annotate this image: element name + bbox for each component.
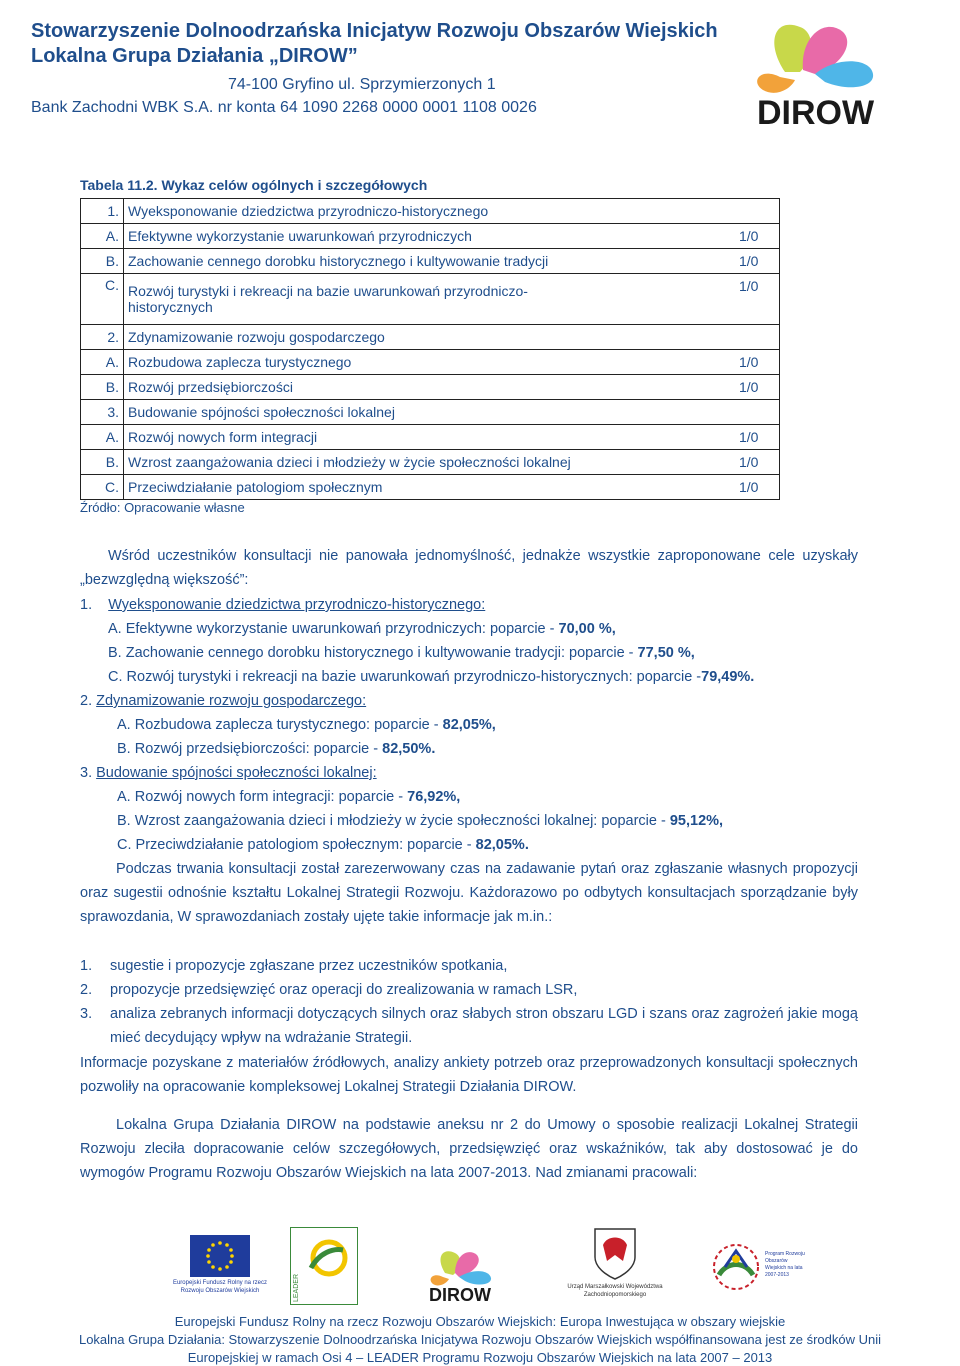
goal-1	[80, 593, 485, 617]
goal-text: B. Wzrost zaangażowania dzieci i młodzieży w życie społeczności lokalnej: poparcie -	[117, 813, 670, 829]
footer-line-1: Europejski Fundusz Rolny na rzecz Rozwoju Obszarów Wiejskich: Europa Inwestująca w obszary wiejskie	[174, 1314, 786, 1329]
info-item-1-text: sugestie i propozycje zgłaszane przez uczestników spotkania,	[110, 958, 508, 974]
goal-text: B. Rozwój przedsiębiorczości: poparcie -	[117, 741, 383, 757]
support-value: 76,92%,	[407, 789, 461, 805]
leader-caption: LEADER	[293, 1273, 300, 1302]
goal-number: 2.	[80, 693, 93, 709]
info-item-1	[80, 954, 92, 978]
goal-text: A. Rozwój nowych form integracji: poparcie -	[117, 789, 408, 805]
table-row	[81, 249, 780, 274]
goals-table	[80, 198, 780, 500]
goal-3b	[117, 809, 723, 833]
row-text: Zachowanie cennego dorobku historycznego i kultywowanie tradycji	[124, 249, 736, 274]
row-number: B.	[81, 450, 124, 475]
dirow-logo	[745, 12, 895, 127]
goal-2	[80, 689, 366, 713]
dirow-logo-text: DIROW	[757, 94, 875, 127]
table-row	[81, 199, 780, 224]
row-number: B.	[81, 249, 124, 274]
support-value: 77,50 %,	[637, 645, 695, 661]
row-number: C.	[81, 274, 124, 325]
support-value: 70,00 %,	[558, 621, 616, 637]
row-value: 1/0	[735, 350, 780, 375]
row-number: A.	[81, 224, 124, 249]
table-row	[81, 400, 780, 425]
bank-account: Bank Zachodni WBK S.A. nr konta 64 1090 2268 0000 0001 1108 0026	[31, 99, 537, 116]
consultation-paragraph: Podczas trwania konsultacji został zarezerwowany czas na zadawanie pytań oraz zgłaszanie własnych propozycji oraz sugestii odnośnie kształtu Lokalnej Strategii Rozwoju. Każdorazowo po odbytych konsultacjach sporządzanie były sprawozdania, W sprawozdaniach zostały ujęte takie informacje jak m.in.:	[80, 861, 858, 925]
item-number: 2.	[80, 982, 93, 998]
urzad-marszalkowski-logo	[555, 1227, 675, 1307]
row-value: 1/0	[735, 274, 780, 325]
goal-number: 1.	[80, 597, 93, 613]
footer-line-2: Lokalna Grupa Działania: Stowarzyszenie Dolnoodrzańska Inicjatywa Rozwoju Obszarów Wiejskich współfinansowana jest ze środków Unii	[78, 1332, 882, 1347]
intro-paragraph: Wśród uczestników konsultacji nie panowała jednomyślność, jednakże wszystkie zaproponowane cele uzyskały „bezwzględną większość”:	[80, 548, 858, 588]
eu-flag-logo	[170, 1235, 270, 1295]
goal-1c	[108, 665, 754, 689]
info-item-3-text: analiza zebranych informacji dotyczących silnych oraz słabych stron obszaru LGD i szans oraz zagrożeń jakie mogą mieć decydujący wpływ na wdrażanie Strategii.	[110, 1006, 858, 1046]
row-value	[735, 325, 780, 350]
info-item-3	[80, 1002, 92, 1026]
row-value: 1/0	[735, 249, 780, 274]
goal-number: 3.	[80, 765, 93, 781]
table-source: Źródło: Opracowanie własne	[80, 500, 245, 515]
row-number: A.	[81, 425, 124, 450]
row-number: B.	[81, 375, 124, 400]
row-value: 1/0	[735, 375, 780, 400]
row-text: Przeciwdziałanie patologiom społecznym	[124, 475, 736, 500]
row-value: 1/0	[735, 224, 780, 249]
table-row	[81, 450, 780, 475]
row-text: Rozwój turystyki i rekreacji na bazie uwarunkowań przyrodniczo-historycznych	[124, 274, 736, 325]
row-text: Rozwój przedsiębiorczości	[124, 375, 736, 400]
row-text: Wyeksponowanie dziedzictwa przyrodniczo-historycznego	[124, 199, 736, 224]
prow-caption: Program Rozwoju Obszarów Wiejskich na lata 2007-2013	[765, 1251, 805, 1278]
row-number: 3.	[81, 400, 124, 425]
prow-logo	[705, 1237, 805, 1303]
table-row	[81, 350, 780, 375]
item-number: 1.	[80, 958, 93, 974]
footer-logos	[0, 1227, 960, 1307]
row-text: Zdynamizowanie rozwoju gospodarczego	[124, 325, 736, 350]
item-number: 3.	[80, 1006, 93, 1022]
info-item-2	[80, 978, 92, 1002]
annex-paragraph: Lokalna Grupa Działania DIROW na podstawie aneksu nr 2 do Umowy o sposobie realizacji Lokalnej Strategii Rozwoju zleciła dopracowanie celów szczegółowych, przedsięwzięć oraz wskaźników, tak aby dostosować je do wymogów Programu Rozwoju Obszarów Wiejskich na lata 2007-2013. Nad zmianami pracowali:	[80, 1117, 858, 1181]
goal-2a	[117, 713, 496, 737]
goal-text: C. Przeciwdziałanie patologiom społecznym: poparcie -	[117, 837, 476, 853]
row-text: Efektywne wykorzystanie uwarunkowań przyrodniczych	[124, 224, 736, 249]
row-value: 1/0	[735, 475, 780, 500]
goal-title: Zdynamizowanie rozwoju gospodarczego:	[96, 693, 367, 709]
table-row	[81, 375, 780, 400]
dirow-footer-text: DIROW	[429, 1285, 491, 1303]
table-row	[81, 475, 780, 500]
goal-3a	[117, 785, 460, 809]
row-text: Rozwój nowych form integracji	[124, 425, 736, 450]
goal-1b	[108, 641, 695, 665]
urzad-caption: Urząd Marszałkowski Województwa Zachodniopomorskiego	[567, 1284, 663, 1298]
row-number: A.	[81, 350, 124, 375]
table-row	[81, 425, 780, 450]
support-value: 95,12%,	[669, 813, 724, 829]
footer-line-3: Europejskiej w ramach Osi 4 – LEADER Programu Rozwoju Obszarów Wiejskich na lata 2007 – 2013	[187, 1350, 773, 1365]
row-text: Wzrost zaangażowania dzieci i młodzieży w życie społeczności lokalnej	[124, 450, 736, 475]
row-number: 1.	[81, 199, 124, 224]
row-value: 1/0	[735, 450, 780, 475]
table-caption: Tabela 11.2. Wykaz celów ogólnych i szczegółowych	[80, 177, 428, 193]
goal-text: B. Zachowanie cennego dorobku historycznego i kultywowanie tradycji: poparcie -	[108, 645, 638, 661]
goal-2b	[117, 737, 435, 761]
table-row	[81, 224, 780, 249]
support-value: 82,50%.	[382, 741, 436, 757]
dirow-footer-logo	[415, 1245, 505, 1303]
row-number: 2.	[81, 325, 124, 350]
info-item-2-text: propozycje przedsięwzięć oraz operacji do zrealizowania w ramach LSR,	[110, 982, 578, 998]
goal-text: A. Efektywne wykorzystanie uwarunkowań przyrodniczych: poparcie -	[108, 621, 559, 637]
support-value: 79,49%.	[701, 669, 755, 685]
row-text: Rozbudowa zaplecza turystycznego	[124, 350, 736, 375]
org-name: Stowarzyszenie Dolnoodrzańska Inicjatyw Rozwoju Obszarów Wiejskich	[31, 20, 718, 42]
support-value: 82,05%,	[442, 717, 496, 733]
support-value: 82,05%.	[475, 837, 529, 853]
table-row	[81, 325, 780, 350]
eu-caption: Europejski Fundusz Rolny na rzecz Rozwoju Obszarów Wiejskich	[172, 1280, 268, 1294]
row-value	[735, 199, 780, 224]
goal-title: Wyeksponowanie dziedzictwa przyrodniczo-historycznego:	[108, 597, 486, 613]
row-text: Budowanie spójności społeczności lokalnej	[124, 400, 736, 425]
row-number: C.	[81, 475, 124, 500]
goal-text: C. Rozwój turystyki i rekreacji na bazie uwarunkowań przyrodniczo-historycznych: poparcie -	[108, 669, 702, 685]
goal-3	[80, 761, 377, 785]
row-value	[735, 400, 780, 425]
goal-title: Budowanie spójności społeczności lokalnej:	[96, 765, 377, 781]
goal-1a	[108, 617, 616, 641]
goal-text: A. Rozbudowa zaplecza turystycznego: poparcie -	[117, 717, 443, 733]
lgd-name: Lokalna Grupa Działania „DIROW”	[31, 45, 358, 67]
summary-paragraph: Informacje pozyskane z materiałów źródłowych, analizy ankiety potrzeb oraz przeprowadzonych konsultacji społecznych pozwoliły na opracowanie kompleksowej Lokalnej Strategii Działania DIROW.	[80, 1055, 858, 1095]
table-row	[81, 274, 780, 325]
leader-logo	[290, 1227, 358, 1305]
address: 74-100 Gryfino ul. Sprzymierzonych 1	[228, 76, 496, 93]
row-value: 1/0	[735, 425, 780, 450]
goal-3c	[117, 833, 529, 857]
